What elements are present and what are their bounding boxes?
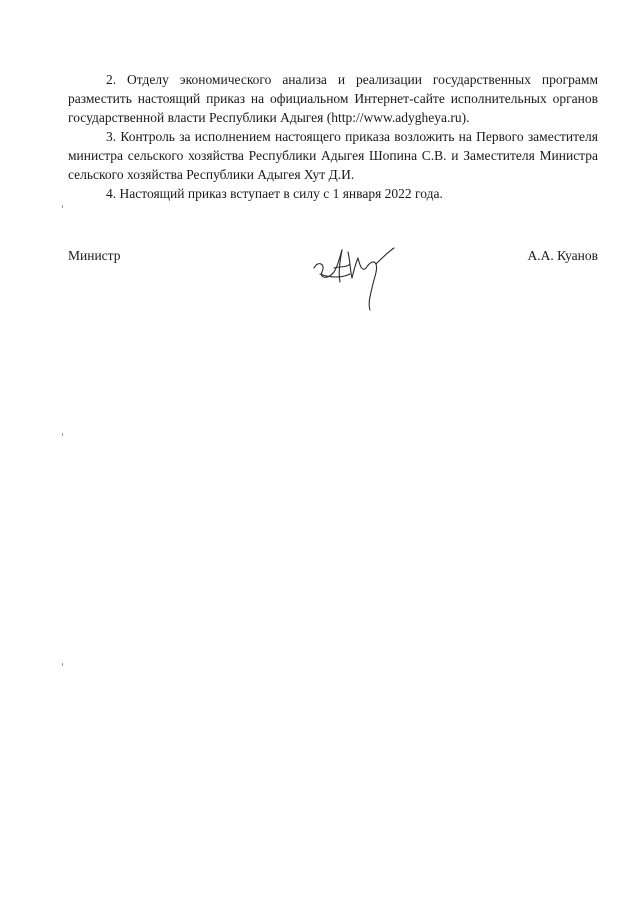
scan-speck: [62, 663, 63, 666]
signatory-name: А.А. Куанов: [527, 248, 598, 263]
scan-speck: [62, 205, 63, 208]
document-body: [68, 70, 598, 203]
handwritten-signature: [310, 238, 398, 314]
scan-speck: [62, 433, 63, 436]
signatory-title: Министр: [68, 248, 121, 263]
paragraph-3: 3. Контроль за исполнением настоящего приказа возложить на Первого заместителя министра сельского хозяйства Республики Адыгея Шопина С.В. и Заместителя Министра сельского хозяйства Республики Адыгея Хут Д.И.: [68, 129, 598, 182]
paragraph-2: 2. Отделу экономического анализа и реализации государственных программ разместить настоящий приказ на официальном Интернет-сайте исполнительных органов государственной власти Республики Адыгея (http://www.adygheya.ru).: [68, 72, 598, 125]
paragraph-4: 4. Настоящий приказ вступает в силу с 1 января 2022 года.: [106, 186, 443, 201]
